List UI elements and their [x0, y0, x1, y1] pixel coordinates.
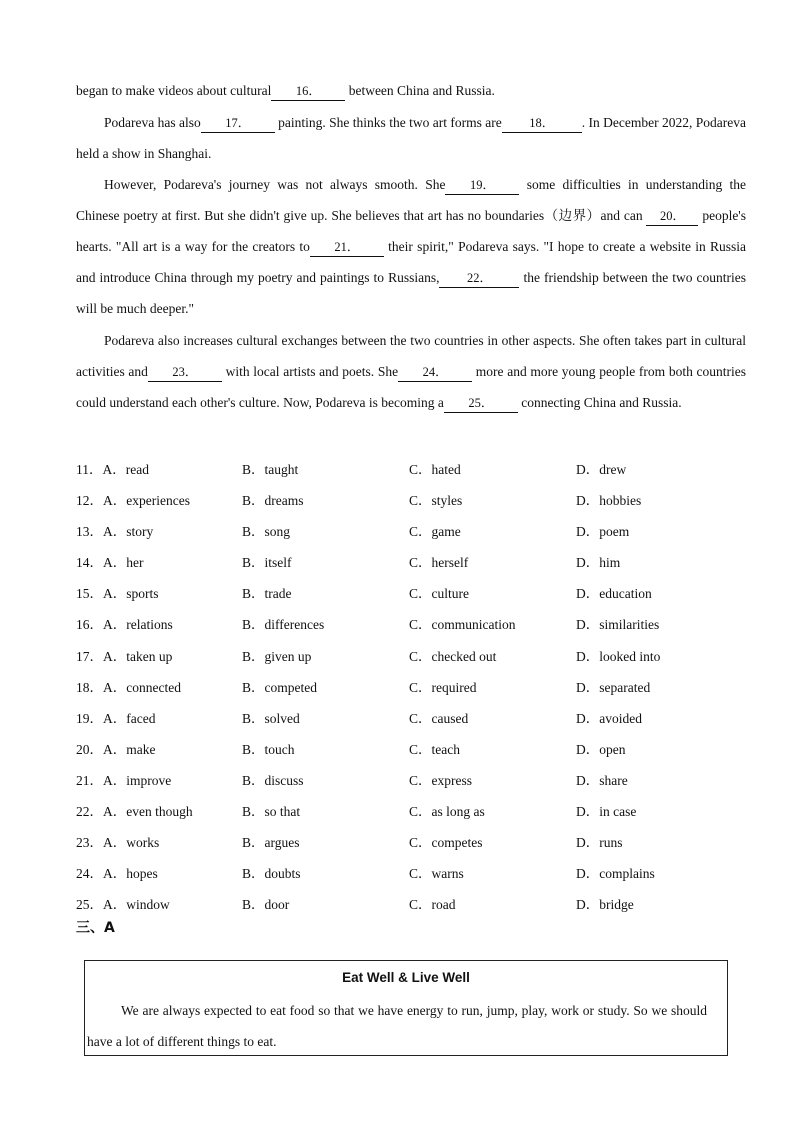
option-d[interactable]: D．looked into	[576, 648, 661, 664]
question-row	[76, 451, 756, 482]
question-number: 17．	[76, 648, 103, 664]
option-b[interactable]: B．itself	[242, 555, 292, 571]
question-number: 19．	[76, 710, 103, 726]
question-number: 15．	[76, 586, 103, 602]
passage-paragraph-1	[76, 75, 746, 106]
text: people's hearts. "All art is a way for the creators to	[76, 208, 746, 254]
blank-25: 25．	[444, 394, 518, 413]
question-row	[76, 669, 756, 700]
blank-21: 21．	[310, 238, 384, 257]
text: the friendship between the two countries will be much deeper."	[76, 270, 746, 316]
option-a-label: A．improve	[103, 772, 172, 788]
question-number: 18．	[76, 679, 103, 695]
option-a[interactable]	[76, 862, 158, 882]
text: Podareva has also	[104, 115, 201, 130]
option-d[interactable]: D．similarities	[576, 617, 660, 633]
option-c[interactable]: C．checked out	[409, 648, 497, 664]
blank-24: 24．	[398, 363, 472, 382]
question-row	[76, 482, 756, 513]
option-c[interactable]: C．required	[409, 679, 477, 695]
option-d[interactable]: D．education	[576, 586, 652, 602]
option-d[interactable]: D．drew	[576, 462, 627, 477]
blank-19: 19．	[445, 176, 519, 195]
option-a-label: A．window	[103, 897, 170, 913]
question-number: 16．	[76, 617, 103, 633]
blank-16: 16．	[271, 82, 345, 101]
question-row	[76, 824, 756, 855]
option-d[interactable]: D．hobbies	[576, 493, 642, 509]
option-a[interactable]	[76, 551, 144, 571]
question-number: 24．	[76, 866, 103, 882]
question-row	[76, 638, 756, 669]
option-a-label: A．sports	[103, 586, 159, 602]
option-c[interactable]: C．hated	[409, 462, 461, 477]
option-b[interactable]: B．trade	[242, 586, 292, 602]
blank-23: 23．	[148, 363, 222, 382]
option-c[interactable]: C．communication	[409, 617, 516, 633]
passage-paragraph-2	[76, 107, 746, 169]
option-a[interactable]	[76, 769, 171, 789]
box-text-content: We are always expected to eat food so that we have energy to run, jump, play, work or study. So we should have a lot of different things to eat.	[87, 1003, 707, 1049]
option-a[interactable]	[76, 520, 153, 540]
option-c[interactable]: C．warns	[409, 866, 464, 882]
option-b[interactable]: B．solved	[242, 710, 300, 726]
option-a[interactable]	[76, 645, 172, 665]
box-text	[85, 995, 727, 1057]
text: painting. She thinks the two art forms are	[274, 115, 502, 130]
option-a[interactable]	[76, 676, 181, 696]
text: However, Podareva's journey was not always smooth. She	[104, 177, 446, 192]
option-b[interactable]: B．touch	[242, 741, 295, 757]
section-heading: 三、A	[76, 920, 115, 936]
option-b[interactable]: B．differences	[242, 617, 325, 633]
option-a[interactable]	[76, 582, 159, 602]
option-c[interactable]: C．game	[409, 524, 461, 540]
question-number: 23．	[76, 835, 103, 851]
option-c[interactable]: C．styles	[409, 493, 463, 509]
question-row	[76, 700, 756, 731]
text: between China and Russia.	[345, 83, 495, 98]
blank-22: 22．	[439, 269, 519, 288]
option-b[interactable]: B．discuss	[242, 772, 304, 788]
reading-box	[84, 960, 728, 1056]
passage-paragraph-3	[76, 169, 746, 324]
option-c[interactable]: C．competes	[409, 835, 483, 851]
question-number: 21．	[76, 772, 103, 788]
question-row	[76, 544, 756, 575]
option-a-label: A．even though	[103, 804, 193, 820]
option-d[interactable]: D．poem	[576, 524, 630, 540]
option-d[interactable]: D．runs	[576, 835, 623, 851]
question-number: 25．	[76, 897, 103, 913]
option-c[interactable]: C．as long as	[409, 804, 485, 820]
option-a[interactable]	[76, 613, 173, 633]
option-a[interactable]	[76, 458, 149, 478]
option-a-label: A．relations	[103, 617, 173, 633]
option-d[interactable]: D．separated	[576, 679, 651, 695]
option-a-label: A．her	[103, 555, 144, 571]
question-number: 14．	[76, 555, 103, 571]
blank-20: 20．	[646, 207, 698, 226]
blank-17: 17．	[201, 114, 275, 133]
option-b[interactable]: B．so that	[242, 804, 301, 820]
text: their spirit," Podareva says. "I hope to create a website in Russia and introduce China through my poetry and paintings to Russians,	[76, 239, 746, 285]
text: with local artists and poets. She	[221, 364, 399, 379]
blank-18: 18．	[502, 114, 582, 133]
option-d[interactable]: D．bridge	[576, 897, 634, 913]
question-row	[76, 513, 756, 544]
option-c[interactable]: C．teach	[409, 741, 460, 757]
option-a-label: A．taken up	[103, 648, 173, 664]
option-c[interactable]: C．culture	[409, 586, 469, 602]
option-d[interactable]: D．open	[576, 741, 626, 757]
question-number: 22．	[76, 804, 103, 820]
text: began to make videos about cultural	[76, 83, 272, 98]
option-c[interactable]: C．express	[409, 772, 472, 788]
text: more and more young people from both countries could understand each other's culture. Now, Podareva is becoming a	[76, 364, 746, 410]
text: connecting China and Russia.	[517, 395, 682, 410]
option-b[interactable]: B．song	[242, 524, 291, 540]
option-a[interactable]	[76, 738, 155, 758]
option-a-label: A．make	[103, 741, 156, 757]
option-b[interactable]: B．argues	[242, 835, 300, 851]
option-a-label: A．read	[102, 462, 149, 477]
option-c[interactable]: C．herself	[409, 555, 469, 571]
text: Podareva also increases cultural exchanges between the two countries in other aspects. She often takes part in cultural activities and	[76, 333, 746, 379]
passage-paragraph-4	[76, 325, 746, 418]
question-number: 12．	[76, 493, 103, 509]
question-options-list	[76, 451, 756, 917]
option-a-label: A．faced	[103, 710, 156, 726]
option-a[interactable]	[76, 893, 170, 913]
option-d[interactable]: D．complains	[576, 866, 655, 882]
option-c[interactable]: C．road	[409, 897, 456, 913]
option-d[interactable]: D．him	[576, 555, 621, 571]
option-b[interactable]: B．door	[242, 897, 290, 913]
option-b[interactable]: B．taught	[242, 462, 299, 477]
question-row	[76, 575, 756, 606]
box-title: Eat Well & Live Well	[342, 970, 470, 985]
option-a[interactable]	[76, 489, 190, 509]
option-a-label: A．works	[103, 835, 160, 851]
option-a-label: A．hopes	[103, 866, 158, 882]
option-a[interactable]	[76, 831, 159, 851]
question-row	[76, 855, 756, 886]
option-a-label: A．story	[103, 524, 154, 540]
option-a-label: A．experiences	[103, 493, 190, 509]
option-a[interactable]	[76, 707, 155, 727]
option-c[interactable]: C．caused	[409, 710, 469, 726]
question-number: 11．	[76, 462, 103, 477]
option-a-label: A．connected	[103, 679, 181, 695]
option-b[interactable]: B．competed	[242, 679, 317, 695]
question-number: 20．	[76, 741, 103, 757]
option-d[interactable]: D．in case	[576, 804, 637, 820]
option-b[interactable]: B．doubts	[242, 866, 301, 882]
option-d[interactable]: D．share	[576, 772, 628, 788]
option-a[interactable]	[76, 800, 193, 820]
option-b[interactable]: B．dreams	[242, 493, 304, 509]
question-number: 13．	[76, 524, 103, 540]
text: . In December 2022, Podareva held a show in Shanghai.	[76, 115, 746, 161]
option-d[interactable]: D．avoided	[576, 710, 642, 726]
question-row	[76, 731, 756, 762]
question-row	[76, 886, 756, 917]
option-b[interactable]: B．given up	[242, 648, 312, 664]
text: some difficulties in understanding the Chinese poetry at first. But she didn't give up. She believes that art has no boundaries（边界）and can	[76, 177, 746, 223]
question-row	[76, 793, 756, 824]
question-row	[76, 762, 756, 793]
question-row	[76, 606, 756, 637]
